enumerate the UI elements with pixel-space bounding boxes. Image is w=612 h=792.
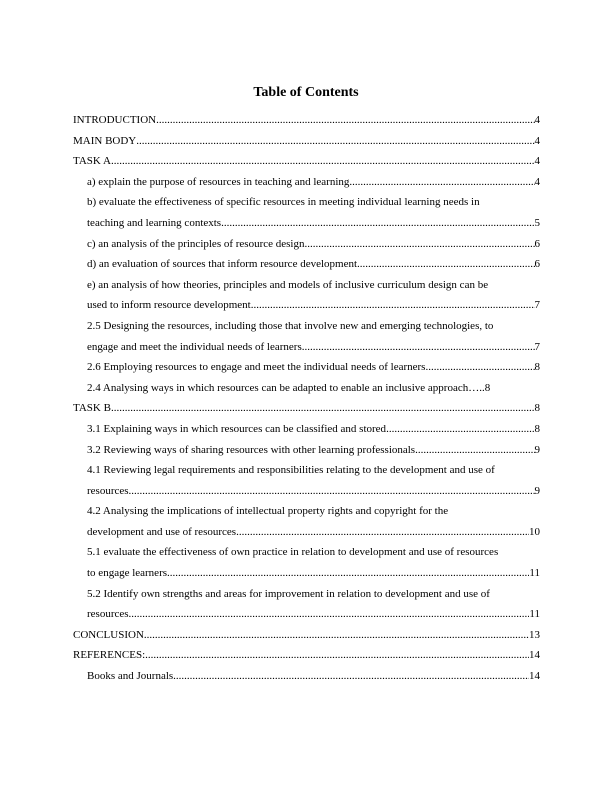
toc-entry-task-b[interactable] (73, 398, 540, 419)
toc-entry-label: 3.1 Explaining ways in which resources can be classified and stored (87, 422, 387, 435)
dot-leader (357, 254, 534, 275)
toc-entry-2-5-designing-resources[interactable] (73, 316, 540, 357)
dot-leader (136, 131, 534, 152)
toc-entry-label-line-1: b) evaluate the effectiveness of specific resources in meeting individual learning needs in (87, 196, 480, 209)
dot-leader (167, 563, 529, 584)
toc-entry-label: a) explain the purpose of resources in teaching and learning (87, 175, 350, 188)
toc-entry-label-line-2: to engage learners (87, 567, 168, 580)
dot-leader (236, 522, 529, 543)
dot-leader (251, 295, 535, 316)
toc-entry-label: 3.2 Reviewing ways of sharing resources with other learning professionals (87, 443, 416, 456)
toc-entry-label: 2.6 Employing resources to engage and meet the individual needs of learners (87, 361, 426, 374)
toc-entry-label-line-1: e) an analysis of how theories, principles and models of inclusive curriculum design can be (87, 278, 489, 291)
toc-entry-2-6-employing-resources[interactable] (73, 357, 540, 378)
toc-entry-5-2-strengths-improvement[interactable] (73, 584, 540, 625)
toc-entry-label: REFERENCES: (73, 649, 146, 662)
toc-entry-label: CONCLUSION (73, 628, 144, 641)
toc-entry-a-purpose-of-resources[interactable] (73, 172, 540, 193)
toc-entry-label-line-1: 5.1 evaluate the effectiveness of own practice in relation to development and use of resources (87, 546, 499, 559)
toc-title: Table of Contents (253, 85, 359, 100)
toc-entry-main-body[interactable] (73, 131, 540, 152)
toc-entry-b-evaluate-effectiveness[interactable] (73, 192, 540, 233)
dot-leader (129, 481, 535, 502)
toc-entry-label: INTRODUCTION (73, 114, 157, 126)
table-of-contents (73, 110, 540, 687)
dot-leader (156, 110, 534, 131)
toc-entry-books-and-journals[interactable] (73, 666, 540, 687)
toc-page-number: 4 (534, 155, 540, 168)
toc-page-number: 13 (529, 628, 540, 641)
toc-entry-5-1-own-practice[interactable] (73, 542, 540, 583)
toc-entry-3-2-sharing-resources[interactable] (73, 440, 540, 461)
toc-page-number: 8 (534, 422, 540, 435)
dot-leader (386, 419, 534, 440)
toc-entry-label-line-2: development and use of resources (87, 525, 237, 538)
toc-entry-conclusion[interactable] (73, 625, 540, 646)
toc-page-number: 6 (534, 237, 540, 250)
toc-page-number: 9 (534, 443, 540, 456)
toc-entry-label-line-2: used to inform resource development (87, 299, 251, 312)
toc-entry-e-inclusive-curriculum[interactable] (73, 275, 540, 316)
toc-page-number: 8 (484, 381, 491, 394)
dot-leader (111, 151, 535, 172)
toc-entry-label-line-1: 4.1 Reviewing legal requirements and responsibilities relating to the development and use of (87, 464, 495, 477)
toc-page-number: 8 (534, 402, 540, 415)
toc-page-number: 6 (534, 258, 540, 271)
toc-entry-3-1-classifying-resources[interactable] (73, 419, 540, 440)
toc-page-number: 11 (529, 608, 540, 621)
toc-page-number: 4 (534, 114, 540, 126)
toc-entry-label: c) an analysis of the principles of resource design (87, 237, 305, 250)
toc-entry-label: TASK A (73, 155, 111, 168)
toc-entry-references[interactable] (73, 645, 540, 666)
toc-page-number: 4 (534, 175, 540, 188)
toc-entry-label-line-1: 5.2 Identify own strengths and areas for improvement in relation to development and use of (87, 587, 490, 600)
toc-entry-label: d) an evaluation of sources that inform resource development (87, 258, 358, 271)
toc-entry-label-line-2: engage and meet the individual needs of learners (87, 340, 302, 353)
toc-entry-4-2-intellectual-property[interactable] (73, 501, 540, 542)
dot-leader (111, 398, 535, 419)
toc-page-number: 7 (534, 299, 540, 312)
toc-page-number: 14 (529, 649, 540, 662)
toc-page-number: 9 (534, 484, 540, 497)
toc-entry-label: Books and Journals (87, 670, 174, 683)
toc-entry-label-line-2: resources (87, 484, 129, 497)
toc-entry-label: 2.4 Analysing ways in which resources can be adapted to enable an inclusive approach….. (87, 381, 485, 394)
toc-entry-task-a[interactable] (73, 151, 540, 172)
toc-entry-c-principles-of-design[interactable] (73, 234, 540, 255)
dot-leader (144, 625, 529, 646)
toc-page-number: 11 (529, 567, 540, 580)
toc-entry-label: TASK B (73, 402, 111, 415)
dot-leader (302, 337, 535, 358)
toc-entry-label-line-2: resources (87, 608, 129, 621)
toc-entry-label-line-2: teaching and learning contexts (87, 216, 222, 229)
dot-leader (145, 645, 529, 666)
toc-entry-label-line-1: 4.2 Analysing the implications of intellectual property rights and copyright for the (87, 505, 449, 518)
dot-leader (173, 666, 529, 687)
dot-leader (349, 172, 534, 193)
toc-entry-2-4-adapting-resources[interactable] (73, 378, 540, 399)
toc-entry-4-1-legal-requirements[interactable] (73, 460, 540, 501)
toc-page-number: 8 (534, 361, 540, 374)
toc-entry-introduction[interactable] (73, 110, 540, 131)
dot-leader (415, 440, 534, 461)
dot-leader (129, 604, 530, 625)
toc-entry-label-line-1: 2.5 Designing the resources, including those that involve new and emerging technologies, to (87, 319, 494, 332)
dot-leader (304, 234, 534, 255)
toc-page-number: 4 (534, 134, 540, 147)
toc-entry-label: MAIN BODY (73, 134, 137, 147)
toc-page-number: 10 (529, 525, 540, 538)
dot-leader (221, 213, 534, 234)
toc-entry-d-sources[interactable] (73, 254, 540, 275)
dot-leader (425, 357, 534, 378)
toc-page-number: 7 (534, 340, 540, 353)
toc-page-number: 5 (534, 216, 540, 229)
toc-page-number: 14 (529, 670, 540, 683)
